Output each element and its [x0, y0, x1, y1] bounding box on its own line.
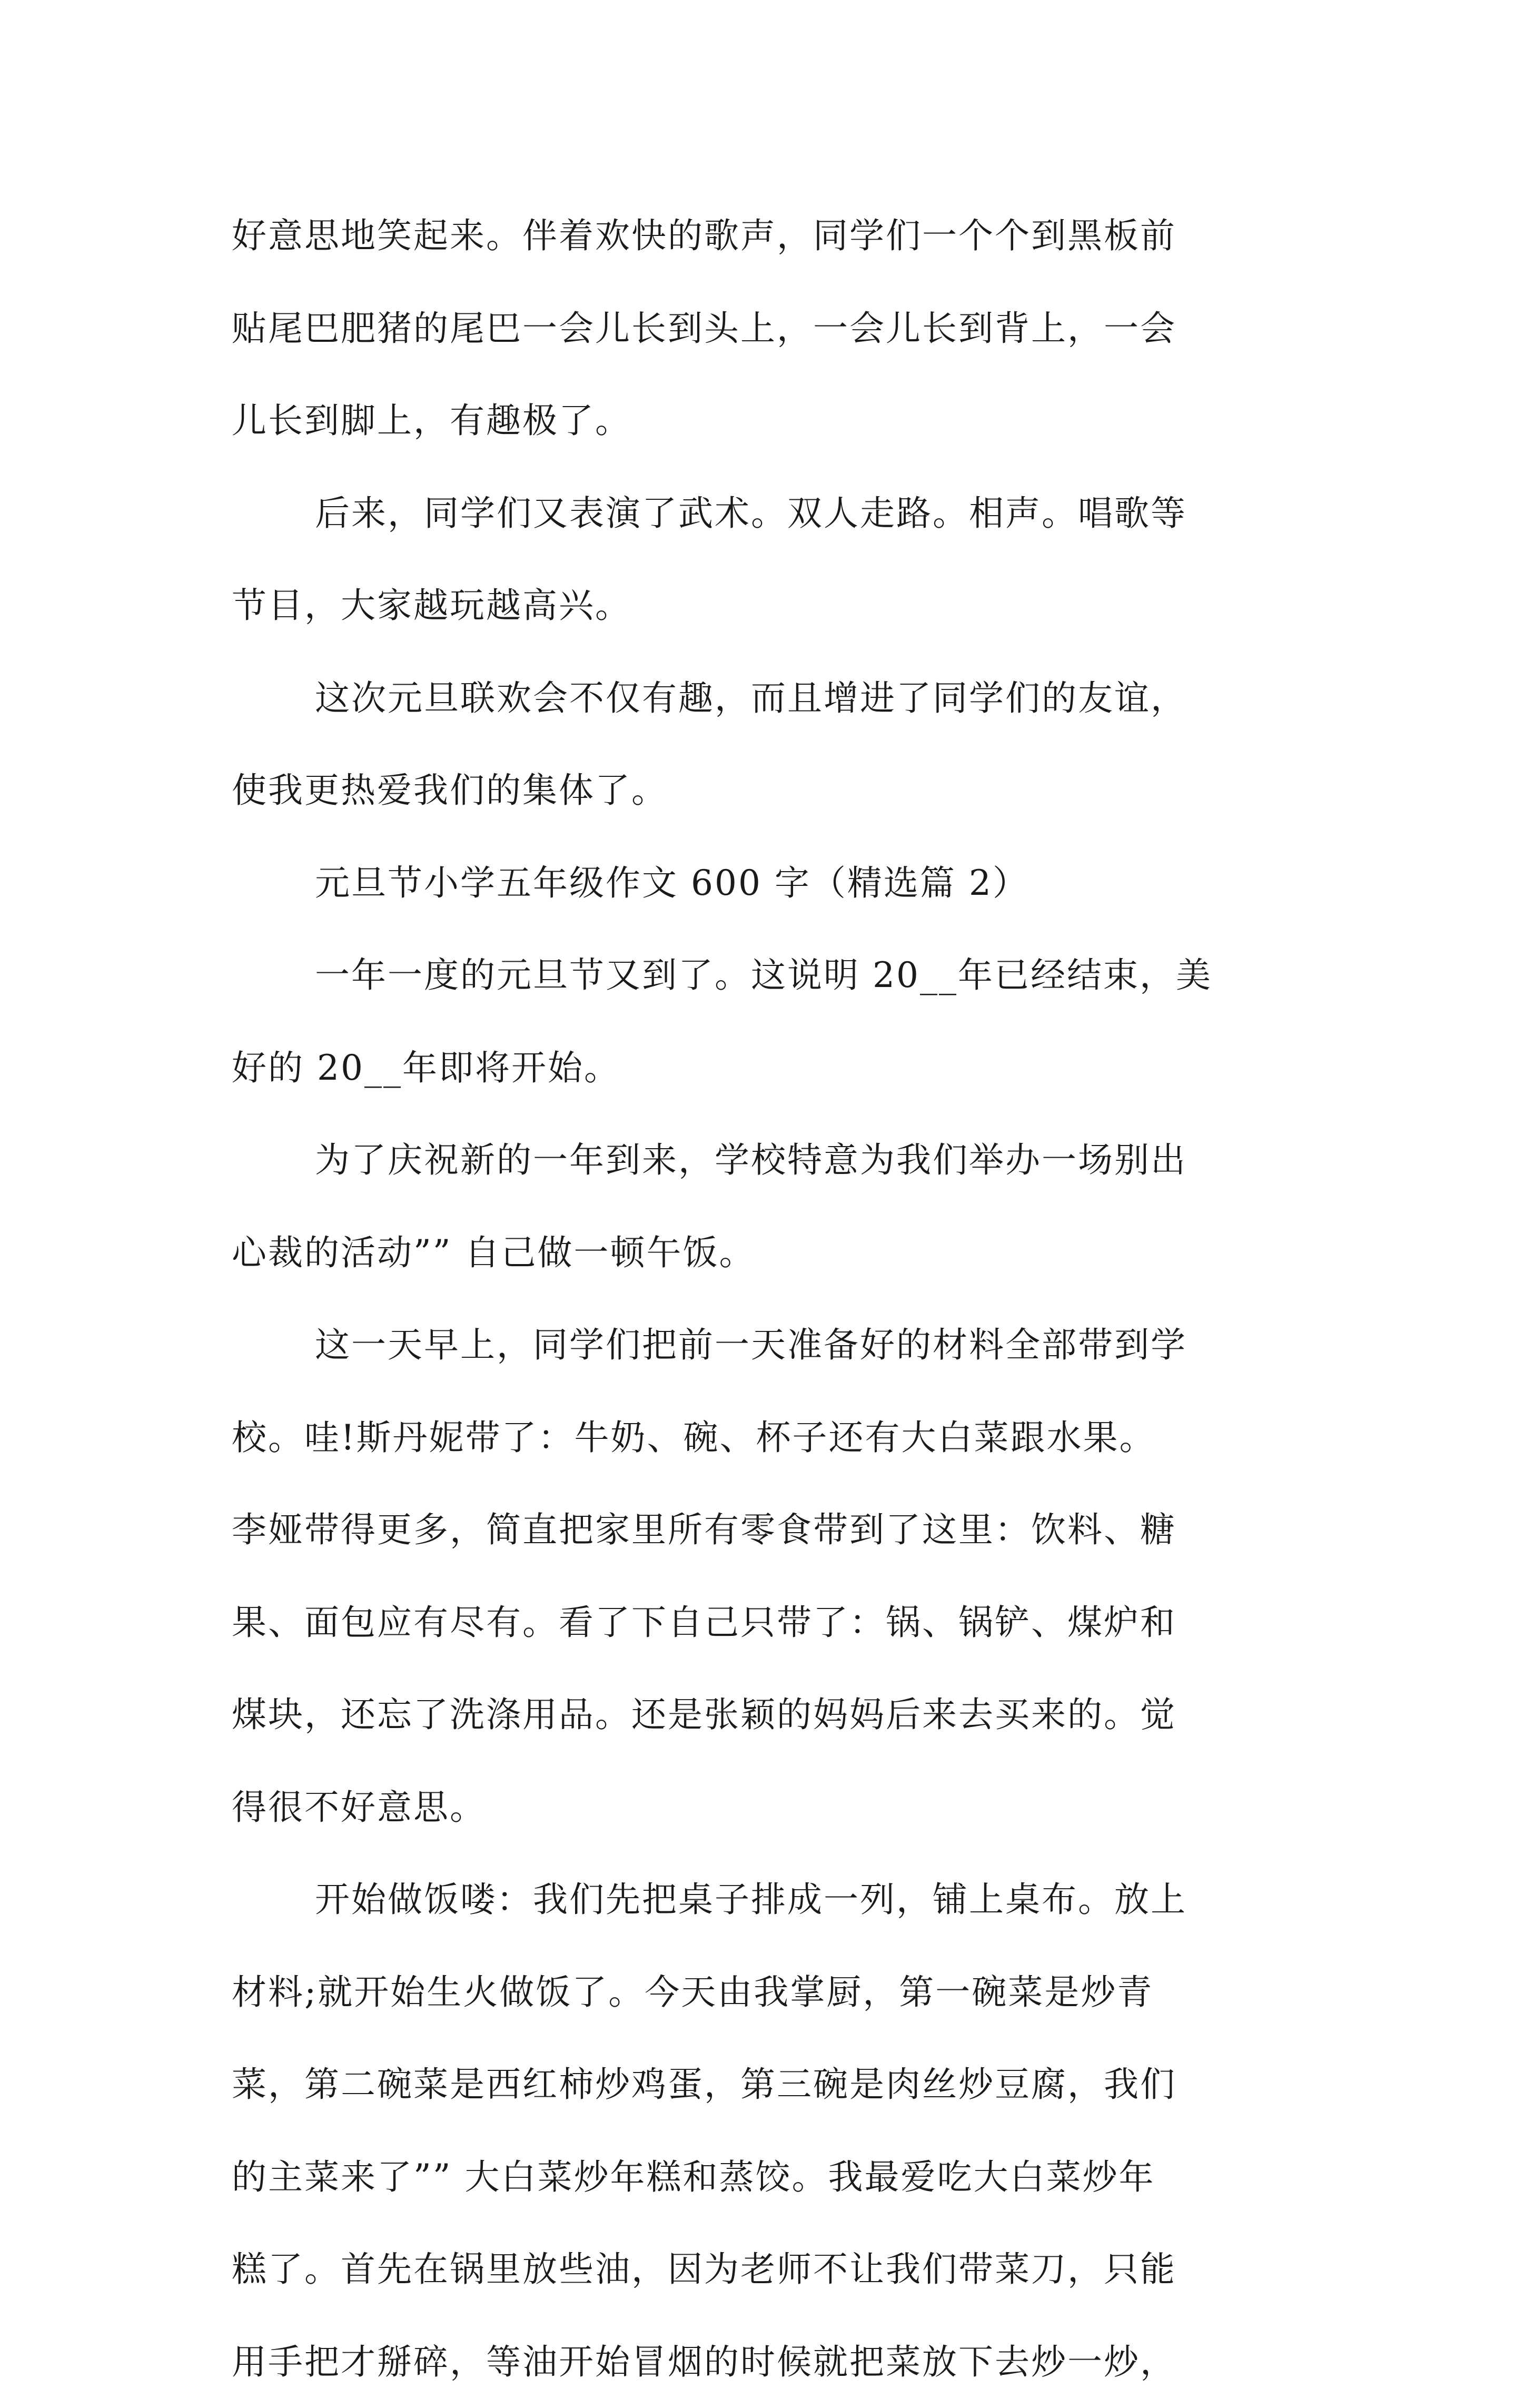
- text-line: 李娅带得更多，简直把家里所有零食带到了这里：饮料、糖: [232, 1484, 1306, 1576]
- text-line: 好的 20__年即将开始。: [232, 1022, 1306, 1114]
- text-line: 为了庆祝新的一年到来，学校特意为我们举办一场别出: [232, 1114, 1306, 1207]
- text-line: 煤块，还忘了洗涤用品。还是张颖的妈妈后来去买来的。觉: [232, 1669, 1306, 1761]
- text-line: 得很不好意思。: [232, 1761, 1306, 1854]
- text-line: 儿长到脚上，有趣极了。: [232, 374, 1306, 467]
- text-line: 校。哇!斯丹妮带了：牛奶、碗、杯子还有大白菜跟水果。: [232, 1391, 1306, 1484]
- text-line: 贴尾巴肥猪的尾巴一会儿长到头上，一会儿长到背上，一会: [232, 282, 1306, 375]
- text-line: 节目，大家越玩越高兴。: [232, 559, 1306, 652]
- text-line: 一年一度的元旦节又到了。这说明 20__年已经结束，美: [232, 929, 1306, 1022]
- section-heading: 元旦节小学五年级作文 600 字（精选篇 2）: [232, 837, 1306, 930]
- text-line: 使我更热爱我们的集体了。: [232, 744, 1306, 837]
- text-line: 后来，同学们又表演了武术。双人走路。相声。唱歌等: [232, 467, 1306, 560]
- body-text: [232, 190, 1306, 2408]
- text-line: 的主菜来了”” 大白菜炒年糕和蒸饺。我最爱吃大白菜炒年: [232, 2131, 1306, 2224]
- text-line: 菜，第二碗菜是西红柿炒鸡蛋，第三碗是肉丝炒豆腐，我们: [232, 2038, 1306, 2131]
- text-line: 果、面包应有尽有。看了下自己只带了：锅、锅铲、煤炉和: [232, 1576, 1306, 1669]
- text-line: 这次元旦联欢会不仅有趣，而且增进了同学们的友谊，: [232, 652, 1306, 745]
- text-line: 心裁的活动”” 自己做一顿午饭。: [232, 1207, 1306, 1299]
- text-line: 糕了。首先在锅里放些油，因为老师不让我们带菜刀，只能: [232, 2223, 1306, 2316]
- text-line: 用手把才掰碎，等油开始冒烟的时候就把菜放下去炒一炒，: [232, 2316, 1306, 2408]
- text-line: 开始做饭喽：我们先把桌子排成一列，铺上桌布。放上: [232, 1853, 1306, 1946]
- text-line: 这一天早上，同学们把前一天准备好的材料全部带到学: [232, 1299, 1306, 1391]
- text-line: 材料;就开始生火做饭了。今天由我掌厨，第一碗菜是炒青: [232, 1946, 1306, 2039]
- text-line: 好意思地笑起来。伴着欢快的歌声，同学们一个个到黑板前: [232, 190, 1306, 282]
